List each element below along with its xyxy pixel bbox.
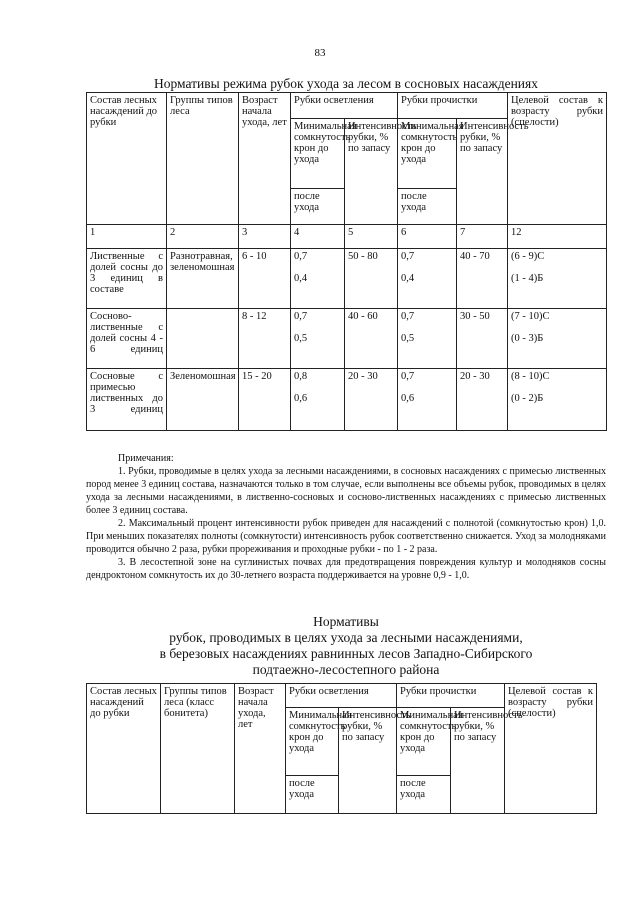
column-number: 7 (457, 225, 508, 249)
density-before: 0,7 (294, 251, 308, 262)
birch-care-table (86, 683, 597, 814)
header-intensity: Интенсивность рубки, % по запасу (339, 708, 397, 814)
header-composition: Состав лесных насаждений до рубки (87, 93, 167, 225)
note-item: 2. Максимальный процент интенсивности рубок приведен для насаждений с полнотой (сомкнутостью крон) 1,0. При меньших показателях полноты (сомкнутости) интенсивность рубок соответственно снижается. Уход за молодняками проводится обычно 2 раза, рубки прореживания и проходные рубки - по 1 - 2 раза. (86, 518, 606, 555)
row-intensity: 20 - 30 (457, 369, 508, 431)
row-composition: Сосново-лиственные с долей сосны 4 - 6 единиц (87, 309, 167, 369)
note-item: 3. В лесостепной зоне на суглинистых почвах для предотвращения повреждения культур и молодняков сосны дендроктоном сомкнутость их до 30-летнего возраста поддерживается на уровне 0,9 - 1,0. (86, 557, 606, 581)
density-after: 0,6 (294, 393, 308, 404)
density-before: 0,7 (401, 371, 415, 382)
target-birch: (1 - 4)Б (511, 273, 544, 284)
column-number: 5 (345, 225, 398, 249)
header-after-care: после ухода (291, 189, 345, 225)
column-number: 2 (167, 225, 239, 249)
row-density (291, 309, 345, 369)
row-forest-group: Разнотравная, зеленомошная (167, 249, 239, 309)
density-after: 0,4 (294, 273, 308, 284)
header-start-age: Возраст начала ухода, лет (239, 93, 291, 225)
row-target (508, 249, 607, 309)
row-start-age: 8 - 12 (239, 309, 291, 369)
notes-heading: Примечания: (118, 453, 174, 464)
column-number: 12 (508, 225, 607, 249)
density-before: 0,7 (294, 311, 308, 322)
header-after-care: после ухода (398, 189, 457, 225)
title-line: Нормативы (313, 614, 379, 629)
table2-title (86, 614, 606, 678)
title-line: в березовых насаждениях равнинных лесов Западно-Сибирского (159, 646, 533, 661)
density-after: 0,5 (401, 333, 415, 344)
column-number: 4 (291, 225, 345, 249)
row-intensity: 30 - 50 (457, 309, 508, 369)
table1-title: Нормативы режима рубок ухода за лесом в сосновых насаждениях (154, 76, 538, 91)
title-line: рубок, проводимых в целях ухода за лесными насаждениями, (169, 630, 523, 645)
row-start-age: 15 - 20 (239, 369, 291, 431)
row-density (291, 249, 345, 309)
header-intensity: Интенсивность рубки, % по запасу (457, 119, 508, 225)
header-target-composition: Целевой состав к возрасту рубки (спелости) (508, 93, 607, 225)
header-min-density: Минимальная сомкнутость крон до ухода (398, 119, 457, 189)
header-min-density: Минимальная сомкнутость крон до ухода (291, 119, 345, 189)
row-intensity: 40 - 70 (457, 249, 508, 309)
density-after: 0,4 (401, 273, 415, 284)
header-start-age: Возраст начала ухода, лет (235, 684, 286, 814)
table-row (87, 309, 607, 369)
density-before: 0,7 (401, 251, 415, 262)
row-density (398, 369, 457, 431)
row-intensity: 40 - 60 (345, 309, 398, 369)
column-number-row (87, 225, 607, 249)
row-composition: Сосновые с примесью лиственных до 3 единиц (87, 369, 167, 431)
row-target (508, 369, 607, 431)
header-min-density: Минимальная сомкнутость крон до ухода (397, 708, 451, 776)
row-start-age: 6 - 10 (239, 249, 291, 309)
row-density (291, 369, 345, 431)
header-cleaning-cuts: Рубки прочистки (398, 93, 508, 119)
note-item: 1. Рубки, проводимые в целях ухода за лесными насаждениями, в сосновых насаждениях с примесью лиственных пород менее 3 единиц состава, назначаются только в том случае, если выполнены все объемы рубок, проводимых в целях ухода за лесными насаждениями, в лиственно-сосновых и сосново-лиственных насаждениях с примесью лиственных более 3 единиц состава. (86, 466, 606, 516)
header-intensity: Интенсивность рубки, % по запасу (451, 708, 505, 814)
header-clearing-cuts: Рубки осветления (291, 93, 398, 119)
header-intensity: Интенсивность рубки, % по запасу (345, 119, 398, 225)
density-after: 0,6 (401, 393, 415, 404)
header-clearing-cuts: Рубки осветления (286, 684, 397, 708)
header-forest-groups: Группы типов леса (167, 93, 239, 225)
row-composition: Лиственные с долей сосны до 3 единиц в составе (87, 249, 167, 309)
table-row (87, 249, 607, 309)
target-birch: (0 - 2)Б (511, 393, 544, 404)
density-before: 0,7 (401, 311, 415, 322)
column-number: 6 (398, 225, 457, 249)
density-before: 0,8 (294, 371, 308, 382)
header-target-composition: Целевой состав к возрасту рубки (спелости) (505, 684, 597, 814)
row-forest-group: Зеленомошная (167, 369, 239, 431)
pine-care-table (86, 92, 607, 431)
row-density (398, 309, 457, 369)
header-min-density: Минимальная сомкнутость крон до ухода (286, 708, 339, 776)
table-row (87, 369, 607, 431)
notes-section (86, 452, 606, 582)
target-birch: (0 - 3)Б (511, 333, 544, 344)
target-pine: (7 - 10)С (511, 311, 550, 322)
target-pine: (8 - 10)С (511, 371, 550, 382)
header-forest-groups: Группы типов леса (класс бонитета) (161, 684, 235, 814)
header-cleaning-cuts: Рубки прочистки (397, 684, 505, 708)
column-number: 3 (239, 225, 291, 249)
row-intensity: 20 - 30 (345, 369, 398, 431)
row-intensity: 50 - 80 (345, 249, 398, 309)
header-after-care: после ухода (397, 776, 451, 814)
target-pine: (6 - 9)С (511, 251, 545, 262)
column-number: 1 (87, 225, 167, 249)
header-after-care: после ухода (286, 776, 339, 814)
title-line: подтаежно-лесостепного района (252, 662, 440, 677)
row-density (398, 249, 457, 309)
density-after: 0,5 (294, 333, 308, 344)
row-target (508, 309, 607, 369)
page-number: 83 (314, 47, 326, 59)
row-forest-group (167, 309, 239, 369)
header-composition: Состав лесных насаждений до рубки (87, 684, 161, 814)
